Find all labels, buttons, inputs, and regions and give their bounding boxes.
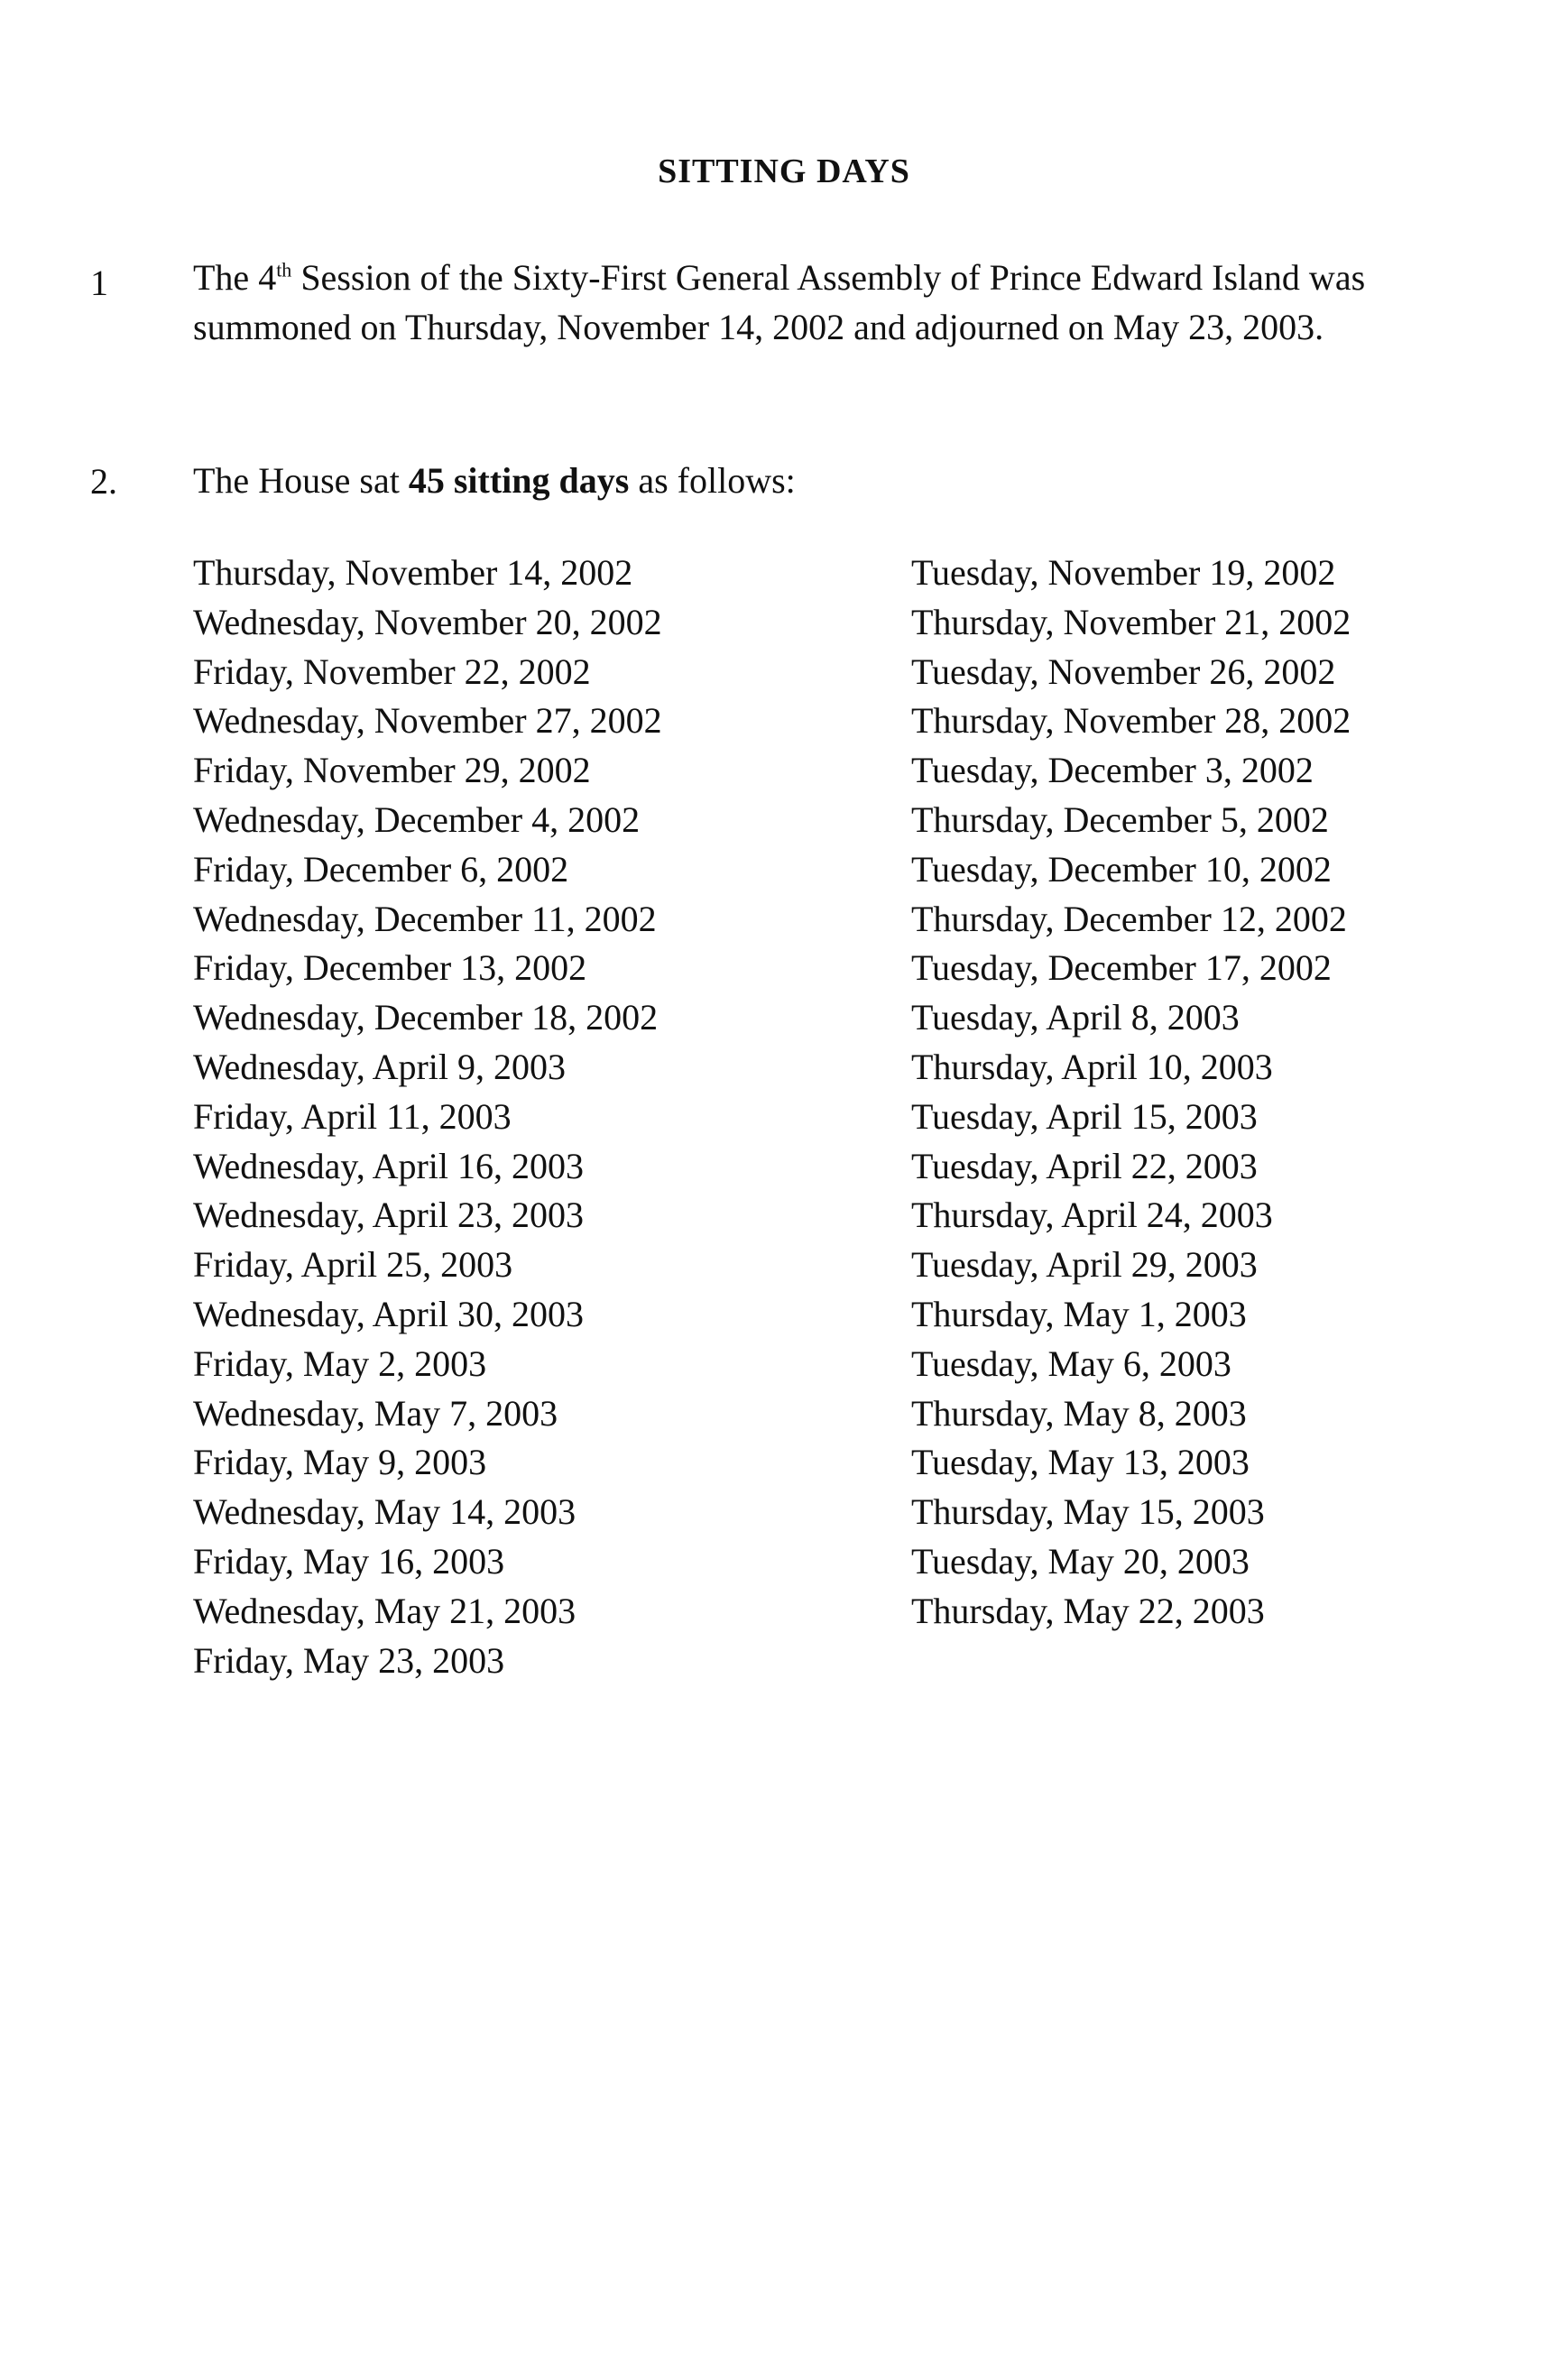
item-2-number: 2. xyxy=(90,461,117,502)
sitting-date-item: Wednesday, December 4, 2002 xyxy=(193,798,641,840)
sitting-date-item: Wednesday, December 18, 2002 xyxy=(193,997,659,1038)
sitting-date-item: Friday, December 6, 2002 xyxy=(193,848,569,890)
sitting-date-item: Friday, May 9, 2003 xyxy=(193,1442,487,1483)
sitting-date-item: Thursday, December 12, 2002 xyxy=(911,898,1347,939)
sitting-date-item: Tuesday, November 26, 2002 xyxy=(911,650,1336,692)
item-2-text xyxy=(193,456,1492,505)
sitting-date-item: Thursday, November 28, 2002 xyxy=(911,700,1351,742)
sitting-date-item: Wednesday, November 27, 2002 xyxy=(193,700,662,742)
sitting-date-item: Tuesday, December 3, 2002 xyxy=(911,750,1314,791)
sitting-date-item: Wednesday, April 23, 2003 xyxy=(193,1195,585,1236)
sitting-date-item: Wednesday, May 7, 2003 xyxy=(193,1392,558,1434)
sitting-days-count: 45 sitting days xyxy=(408,460,630,501)
page-title: SITTING DAYS xyxy=(658,152,910,190)
sitting-dates-left-column xyxy=(193,549,662,1685)
item-1-text-rest: Session of the Sixty-First General Assembly of Prince Edward Island was summoned on Thursday, November 14, 2002 and adjourned on May 23, 2003. xyxy=(193,257,1366,347)
sitting-date-item: Wednesday, November 20, 2002 xyxy=(193,601,662,642)
item-1-text xyxy=(193,253,1492,352)
sitting-date-item: Tuesday, December 17, 2002 xyxy=(911,947,1332,989)
sitting-date-item: Tuesday, April 22, 2003 xyxy=(911,1145,1258,1186)
sitting-date-item: Tuesday, May 6, 2003 xyxy=(911,1342,1231,1384)
sitting-date-item: Tuesday, April 29, 2003 xyxy=(911,1244,1258,1286)
sitting-date-item: Thursday, November 21, 2002 xyxy=(911,601,1351,642)
sitting-date-item: Thursday, December 5, 2002 xyxy=(911,798,1329,840)
sitting-date-item: Wednesday, April 16, 2003 xyxy=(193,1145,585,1186)
sitting-date-item: Friday, May 16, 2003 xyxy=(193,1540,505,1582)
sitting-date-item: Wednesday, April 30, 2003 xyxy=(193,1293,585,1334)
sitting-date-item: Tuesday, May 20, 2003 xyxy=(911,1540,1250,1582)
sitting-date-item: Thursday, April 24, 2003 xyxy=(911,1195,1273,1236)
sitting-date-item: Tuesday, April 8, 2003 xyxy=(911,997,1240,1038)
sitting-date-item: Thursday, November 14, 2002 xyxy=(193,552,633,593)
sitting-date-item: Tuesday, November 19, 2002 xyxy=(911,552,1336,593)
item-1-number: 1 xyxy=(90,263,108,303)
sitting-date-item: Tuesday, December 10, 2002 xyxy=(911,848,1332,890)
sitting-date-item: Thursday, May 1, 2003 xyxy=(911,1293,1247,1334)
sitting-date-item: Friday, April 11, 2003 xyxy=(193,1095,512,1137)
sitting-date-item: Thursday, May 22, 2003 xyxy=(911,1590,1265,1631)
item-2-text-start: The House sat xyxy=(193,460,409,501)
sitting-dates-right-column xyxy=(911,549,1351,1637)
item-2-text-end: as follows: xyxy=(629,460,796,501)
item-1-text-start: The 4 xyxy=(193,257,277,298)
sitting-date-item: Wednesday, May 14, 2003 xyxy=(193,1491,576,1533)
sitting-date-item: Friday, April 25, 2003 xyxy=(193,1244,513,1286)
sitting-date-item: Tuesday, April 15, 2003 xyxy=(911,1095,1258,1137)
sitting-date-item: Friday, November 29, 2002 xyxy=(193,750,591,791)
sitting-date-item: Wednesday, December 11, 2002 xyxy=(193,898,657,939)
sitting-date-item: Friday, May 23, 2003 xyxy=(193,1639,505,1681)
sitting-date-item: Wednesday, May 21, 2003 xyxy=(193,1590,576,1631)
sitting-date-item: Friday, December 13, 2002 xyxy=(193,947,587,989)
sitting-date-item: Wednesday, April 9, 2003 xyxy=(193,1046,567,1087)
sitting-date-item: Thursday, May 15, 2003 xyxy=(911,1491,1265,1533)
sitting-date-item: Friday, November 22, 2002 xyxy=(193,650,591,692)
sitting-date-item: Thursday, May 8, 2003 xyxy=(911,1392,1247,1434)
sitting-date-item: Friday, May 2, 2003 xyxy=(193,1342,487,1384)
sitting-date-item: Tuesday, May 13, 2003 xyxy=(911,1442,1250,1483)
item-1-ordinal-suffix: th xyxy=(276,258,292,281)
sitting-date-item: Thursday, April 10, 2003 xyxy=(911,1046,1273,1087)
